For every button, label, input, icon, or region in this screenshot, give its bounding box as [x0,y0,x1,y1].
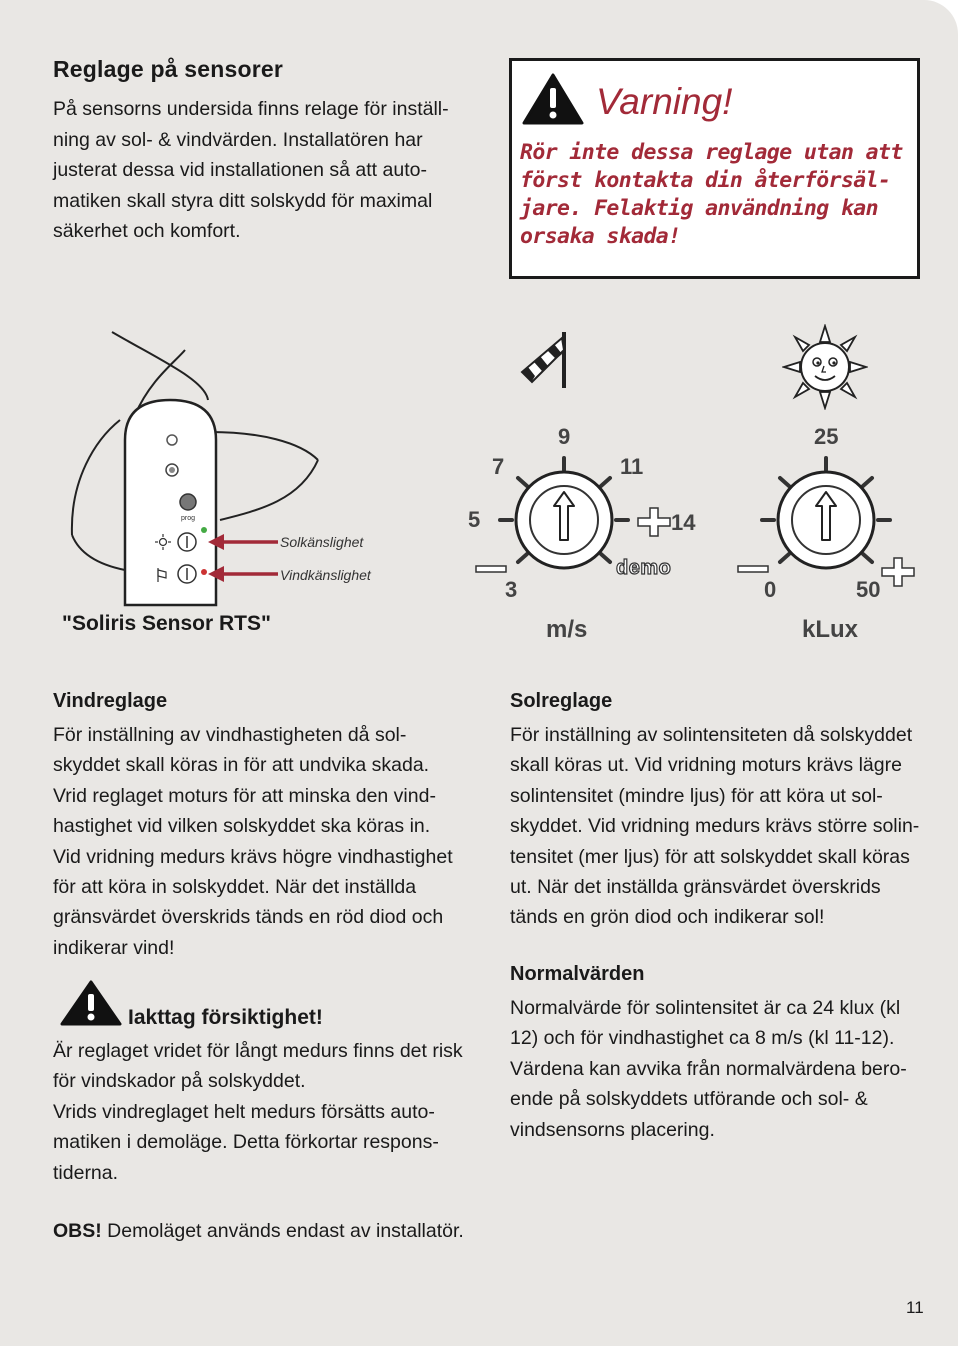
warning-triangle-icon [522,73,584,125]
caution-title: Iakttag försiktighet! [128,1006,323,1029]
warning-line: först kontakta din återförsäl- [520,168,891,193]
sun-tick-25: 25 [814,424,839,449]
intro-line: På sensorns undersida finns relage för inställ- [53,98,449,120]
wind-line: För inställning av vindhastigheten då sol- [53,724,407,746]
prog-label: prog [181,515,196,522]
wind-line: Vrid reglaget moturs för att minska den vind- [53,784,436,807]
sun-tick-0: 0 [764,577,777,602]
label-wind-sensitivity: Vindkänslighet [280,567,371,583]
normal-line: vindsensorns placering. [510,1118,715,1141]
demo-label: demo [616,557,672,579]
sun-line: tensitet (mer ljus) för att solskyddet skall köras [510,845,910,868]
sun-line: skall köras ut. Vid vridning moturs krävs lägre [510,754,902,777]
caution-line: för vindskador på solskyddet. [53,1070,306,1093]
obs-label: OBS! [53,1220,102,1242]
warning-line: orsaka skada! [520,224,681,249]
obs-note [53,1220,464,1243]
warning-box [509,58,920,279]
wind-tick-9: 9 [558,424,571,449]
intro-line: ning av sol- & vindvärden. Installatören har [53,128,423,151]
wind-line: för att köra in solskyddet. När det inställda [53,876,417,899]
intro-line: justerat dessa vid installationen så att auto- [53,159,427,181]
normal-title: Normalvärden [510,963,645,985]
sun-section-title: Solreglage [510,690,613,712]
sun-line: ut. När det inställda gränsvärdet överskrids [510,876,881,899]
wind-line: Vid vridning medurs krävs högre vindhastighet [53,845,453,868]
wind-section-text [53,720,493,963]
warning-text [520,139,910,251]
sun-tick-50: 50 [856,577,881,602]
wind-tick-11: 11 [620,454,644,479]
obs-text: Demoläget används endast av installatör. [101,1220,464,1242]
wind-tick-7: 7 [492,454,505,479]
windsock-icon [512,326,576,390]
warning-line: jare. Felaktig användning kan [520,196,878,221]
sun-dial[interactable] [730,440,920,620]
caution-line: tiderna. [53,1161,119,1184]
sun-face-icon [782,324,868,410]
intro-line: matiken skall styra ditt solskydd för maximal [53,189,433,212]
sun-section-text [510,720,930,933]
normal-line: Värdena kan avvika från normalvärdena bero- [510,1057,907,1080]
warning-line: Rör inte dessa reglage utan att [520,140,903,165]
sun-unit: kLux [802,616,859,643]
wind-unit: m/s [546,616,588,643]
wind-tick-5: 5 [468,507,481,532]
sun-line: tänds en grön diod och indikerar sol! [510,906,825,929]
normal-line: 12) och för vindhastighet ca 8 m/s (kl 11-12). [510,1027,895,1050]
wind-line: skyddet skall köras in för att undvika skada. [53,754,430,777]
wind-section-title: Vindreglage [53,690,168,712]
wind-line: gränsvärdet överskrids tänds en röd diod och [53,906,444,929]
caution-triangle-icon [60,980,122,1026]
caution-line: Vrids vindreglaget helt medurs försätts auto- [53,1100,435,1123]
sun-line: skyddet. Vid vridning medurs krävs större solin- [510,815,920,838]
wind-line: hastighet vid vilken solskyddet ska köras in. [53,815,431,838]
label-sun-sensitivity: Solkänslighet [280,534,364,550]
caution-line: Är reglaget vridet för långt medurs finns det risk [53,1040,463,1062]
intro-title: Reglage på sensorer [53,56,284,82]
sun-line: solintensitet (mindre ljus) för att köra ut sol- [510,784,883,807]
caution-text [53,1036,493,1188]
normal-line: ende på solskyddets utförande och sol- & [510,1088,868,1111]
normal-line: Normalvärde för solintensitet är ca 24 klux (kl [510,997,901,1019]
intro-line: säkerhet och komfort. [53,220,241,242]
wind-tick-3: 3 [505,577,518,602]
sensor-illustration [0,320,470,620]
intro-text [53,94,473,247]
caution-line: matiken i demoläge. Detta förkortar respons- [53,1131,439,1154]
wind-tick-14: 14 [671,510,696,535]
wind-line: indikerar vind! [53,936,175,959]
page-number: 11 [906,1298,924,1317]
sensor-name: "Soliris Sensor RTS" [62,612,271,635]
warning-title: Varning! [596,81,733,122]
sun-line: För inställning av solintensiteten då solskyddet [510,724,913,746]
normal-text [510,993,930,1145]
